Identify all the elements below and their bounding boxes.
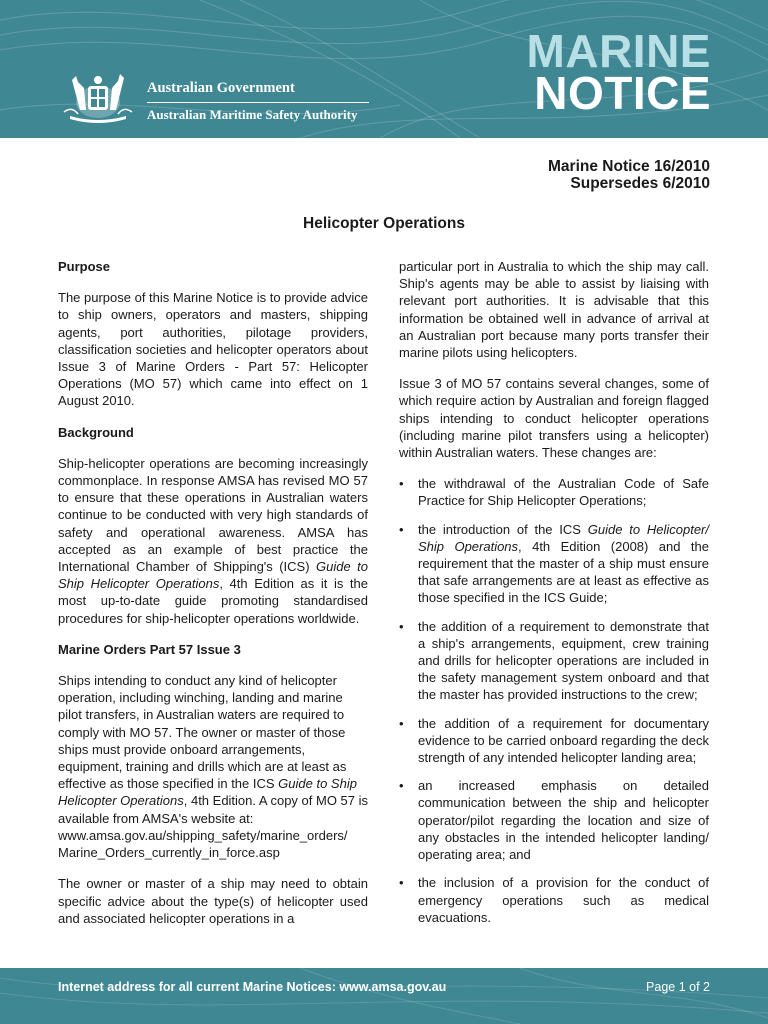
supersedes-label: Supersedes 6/2010: [570, 175, 710, 192]
coat-of-arms-logo: [58, 66, 138, 124]
government-identity: [147, 80, 369, 123]
notice-number: Marine Notice 16/2010: [548, 158, 710, 175]
list-item: • the inclusion of a provision for the conduct of emergency operations such as medical evacuations.: [399, 874, 709, 926]
list-item: • the addition of a requirement to demonstrate that a ship's arrangements, equipment, crew training and drills for helicopter operations are included in the safety management system onboard and that the master has provided instructions to the crew;: [399, 618, 709, 704]
purpose-paragraph: The purpose of this Marine Notice is to provide advice to ship owners, operators and masters, shipping agents, port authorities, pilotage providers, classification societies and helicopter operators about Issue 3 of Marine Orders - Part 57: Helicopter Operations (MO 57) which came into effect on 1 August 2010.: [58, 290, 368, 409]
issue3-paragraph: Issue 3 of MO 57 contains several changes, some of which require action by Australian and foreign flagged ships intending to conduct helicopter operations (including marine pilot transfers using a helicopter) within Australian waters. These changes are:: [399, 376, 709, 461]
brand-line-2: NOTICE: [534, 67, 711, 119]
page-title: Helicopter Operations: [303, 215, 465, 232]
changes-list: [399, 475, 709, 926]
footer-wave-decoration: [0, 968, 768, 1024]
list-item: • the addition of a requirement for documentary evidence to be carried onboard regarding the deck strength of any intended helicopter landing area;: [399, 715, 709, 767]
gov-title: Australian Government: [147, 80, 369, 103]
owner-paragraph: The owner or master of a ship may need to obtain specific advice about the type(s) of helicopter used and associated helicopter operations in a: [58, 876, 368, 926]
mo57-paragraph: Ships intending to conduct any kind of helicopter operation, including winching, landing and marine pilot transfers, in Australian waters are required to comply with MO 57. The owner or master of those ships must provide onboard arrangements, equipment, training and drills which are at least as effective as those specified in the ICS Guide to Ship Helicopter Operations, 4th Edition. A copy of MO 57 is available from AMSA's website at: www.amsa.gov.au/shipping_safety/marine_orders/ Marine_Orders_currently_in_force.asp: [58, 673, 369, 861]
agency-name: Australian Maritime Safety Authority: [147, 107, 358, 122]
right-column: [399, 258, 709, 937]
notice-info: [548, 158, 710, 192]
list-item: • the withdrawal of the Australian Code of Safe Practice for Ship Helicopter Operations;: [399, 475, 709, 509]
left-column: [58, 258, 368, 941]
background-paragraph: Ship-helicopter operations are becoming increasingly commonplace. In response AMSA has revised MO 57 to ensure that these operations in Australian waters continue to be conducted with very high standards of safety and operational awareness. AMSA has accepted as an example of best practice the International Chamber of Shipping's (ICS) Guide to Ship Helicopter Operations, 4th Edition as it is the most up-to-date guide promoting standardised procedures for ship-helicopter operations worldwide.: [58, 455, 369, 626]
background-heading: Background: [58, 424, 134, 440]
page-number: Page 1 of 2: [646, 980, 710, 994]
mo57-heading: Marine Orders Part 57 Issue 3: [58, 641, 241, 657]
footer-url-text: Internet address for all current Marine Notices: www.amsa.gov.au: [58, 980, 447, 994]
list-item: • an increased emphasis on detailed communication between the ship and helicopter operator/pilot regarding the location and size of any obstacles in the intended helicopter landing/ operating area; and: [399, 777, 709, 863]
brand-line-1: MARINE: [526, 25, 711, 77]
purpose-heading: Purpose: [58, 259, 111, 274]
footer-banner: [0, 968, 768, 1024]
header-banner: [0, 0, 768, 138]
continued-paragraph: particular port in Australia to which the ship may call. Ship's agents may be able to assist by liaising with relevant port authorities. It is advisable that this information be obtained well in advance of arrival at an Australian port because many ports transfer their marine pilots using helicopters.: [399, 259, 709, 361]
list-item: • the introduction of the ICS Guide to Helicopter/ Ship Operations, 4th Edition (2008) and the requirement that the master of a ship must ensure that safe arrangements are at least as effective as those specified in the ICS Guide;: [399, 521, 709, 607]
marine-notice-brand: [526, 25, 711, 119]
